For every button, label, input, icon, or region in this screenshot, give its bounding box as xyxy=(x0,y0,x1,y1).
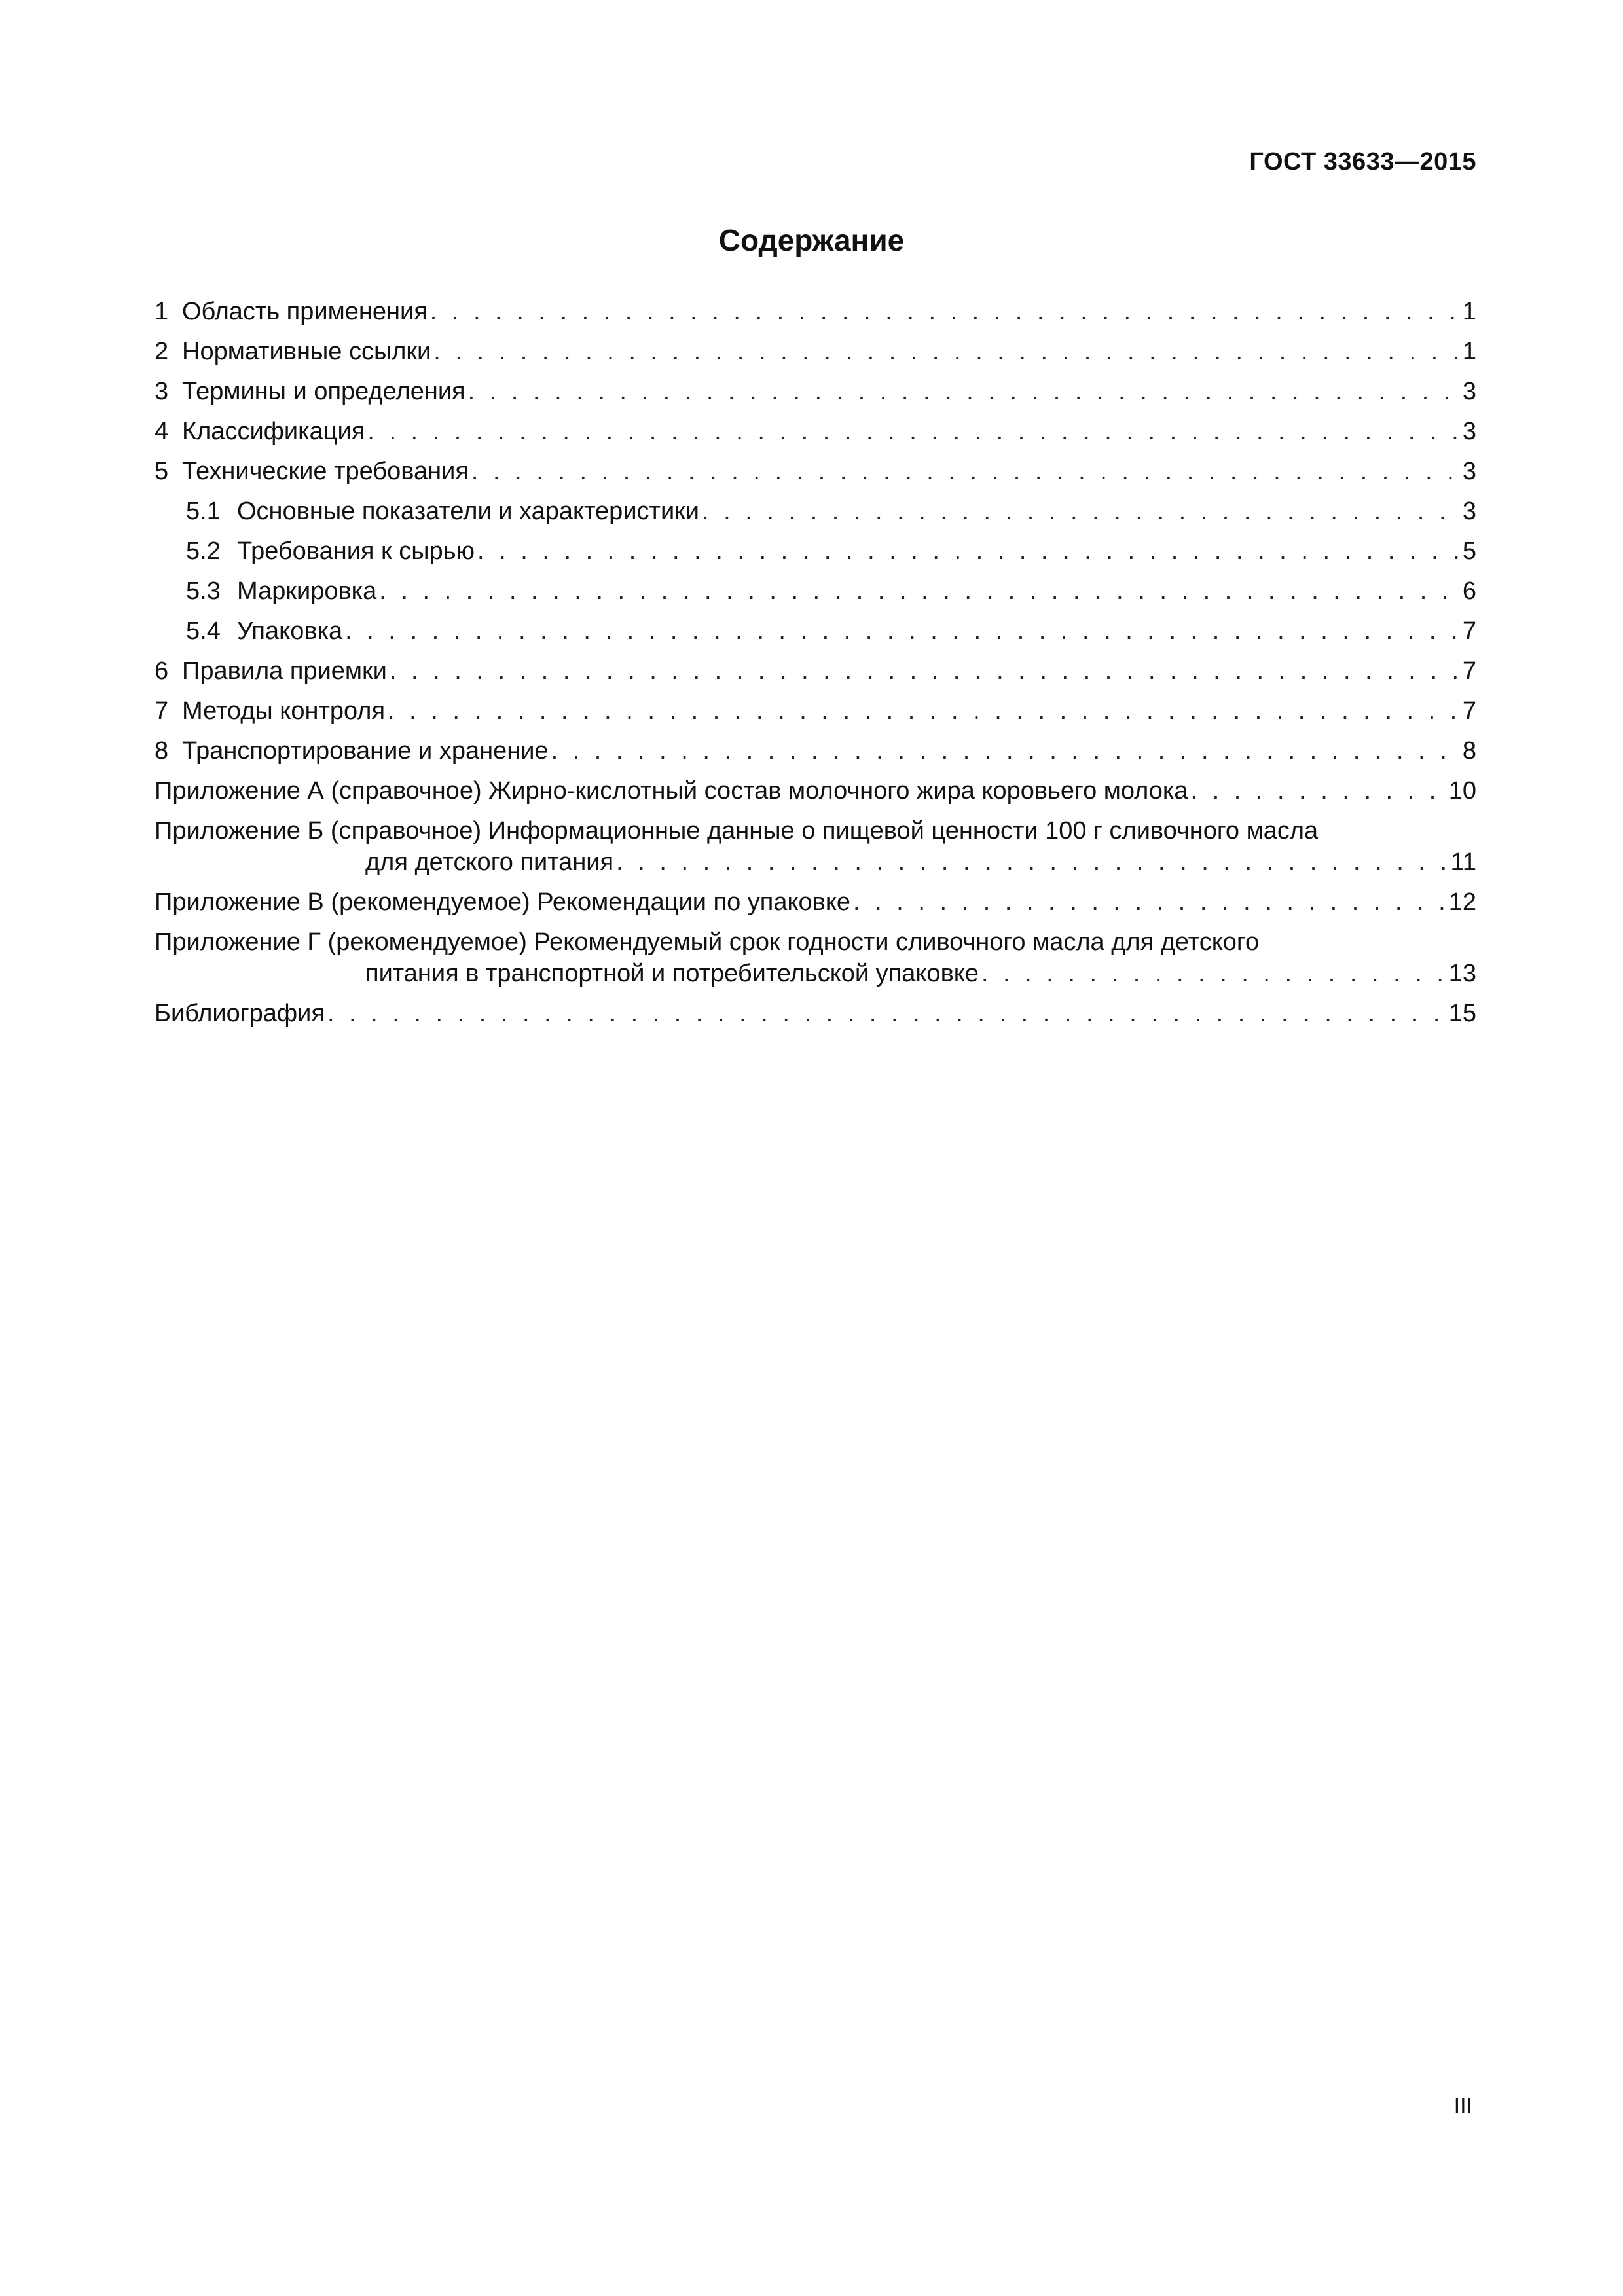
toc-page: 10 xyxy=(1448,777,1476,805)
toc-label: Классификация xyxy=(182,418,365,445)
toc-label: Основные показатели и характеристики xyxy=(237,498,700,525)
toc-leader-dots xyxy=(699,496,1463,527)
toc-number: 5.3 xyxy=(186,577,221,605)
toc-entry-5-2[interactable] xyxy=(155,536,1476,567)
toc-label: Транспортирование и хранение xyxy=(182,737,549,765)
appendix-prefix: Приложение Б (справочное) xyxy=(155,817,482,845)
toc-entry-1[interactable] xyxy=(155,296,1476,327)
appendix-prefix: Приложение Г (рекомендуемое) xyxy=(155,928,527,956)
toc-leader-dots xyxy=(325,998,1449,1029)
toc-page: 3 xyxy=(1462,498,1476,525)
toc-page: 5 xyxy=(1462,538,1476,565)
toc-page: 1 xyxy=(1462,338,1476,365)
toc-number: 4 xyxy=(155,418,169,445)
toc-page: 1 xyxy=(1462,298,1476,325)
toc-entry-5-1[interactable] xyxy=(155,496,1476,527)
toc-leader-dots xyxy=(549,735,1463,767)
appendix-title: Информационные данные о пищевой ценности 100 г сливочного масла xyxy=(488,817,1319,845)
toc-number: 5.4 xyxy=(186,617,221,645)
toc-number: 5.2 xyxy=(186,538,221,565)
toc-entry-8[interactable] xyxy=(155,735,1476,767)
toc-page: 7 xyxy=(1462,617,1476,645)
appendix-prefix: Приложение А (справочное) xyxy=(155,777,482,805)
toc-number: 6 xyxy=(155,657,169,685)
toc-page: 13 xyxy=(1448,960,1476,987)
toc-leader-dots xyxy=(376,575,1463,607)
toc-page: 15 xyxy=(1448,1000,1476,1027)
toc-leader-dots xyxy=(365,416,1463,447)
toc-label: Технические требования xyxy=(182,458,469,485)
toc-entry-4[interactable] xyxy=(155,416,1476,447)
toc-leader-dots xyxy=(469,456,1463,487)
toc-page: 3 xyxy=(1462,418,1476,445)
appendix-title: Рекомендуемый срок годности сливочного масла для детского xyxy=(534,928,1260,956)
toc-leader-dots xyxy=(979,958,1449,989)
toc-label: Нормативные ссылки xyxy=(182,338,431,365)
toc-page: 3 xyxy=(1462,458,1476,485)
toc-appendix-a[interactable] xyxy=(155,775,1476,807)
toc-entry-3[interactable] xyxy=(155,376,1476,407)
toc-number: 1 xyxy=(155,298,169,325)
toc-leader-dots xyxy=(342,615,1463,647)
toc-label: Маркировка xyxy=(237,577,377,605)
toc-leader-dots xyxy=(850,886,1449,918)
toc-entry-5[interactable] xyxy=(155,456,1476,487)
toc-appendix-g[interactable] xyxy=(155,926,1476,989)
toc-entry-2[interactable] xyxy=(155,336,1476,367)
toc-bibliography[interactable] xyxy=(155,998,1476,1029)
appendix-title: Рекомендации по упаковке xyxy=(537,888,851,916)
toc-leader-dots xyxy=(475,536,1463,567)
toc-number: 8 xyxy=(155,737,169,765)
toc-label: Термины и определения xyxy=(182,378,465,405)
toc-appendix-v[interactable] xyxy=(155,886,1476,918)
toc-page: 3 xyxy=(1462,378,1476,405)
toc-leader-dots xyxy=(385,695,1463,727)
toc-leader-dots xyxy=(1188,775,1449,807)
toc-page: 12 xyxy=(1448,888,1476,916)
toc-entry-6[interactable] xyxy=(155,655,1476,687)
toc-page: 6 xyxy=(1462,577,1476,605)
toc-leader-dots xyxy=(387,655,1463,687)
toc-number: 7 xyxy=(155,697,169,725)
toc-number: 5 xyxy=(155,458,169,485)
toc-label: Требования к сырью xyxy=(237,538,475,565)
toc-number: 3 xyxy=(155,378,169,405)
toc-page: 8 xyxy=(1462,737,1476,765)
toc-label: Методы контроля xyxy=(182,697,386,725)
toc-leader-dots xyxy=(613,847,1450,878)
toc-number: 5.1 xyxy=(186,498,221,525)
appendix-title: Жирно-кислотный состав молочного жира коровьего молока xyxy=(488,777,1188,805)
toc-appendix-b[interactable] xyxy=(155,815,1476,878)
toc-page: 11 xyxy=(1450,848,1476,876)
page-title: Содержание xyxy=(718,223,905,257)
toc-label: Правила приемки xyxy=(182,657,387,685)
toc-entry-5-4[interactable] xyxy=(155,615,1476,647)
appendix-title-continued: питания в транспортной и потребительской упаковке xyxy=(365,960,979,987)
appendix-prefix: Приложение В (рекомендуемое) xyxy=(155,888,530,916)
toc-label: Библиография xyxy=(155,1000,325,1027)
document-code: ГОСТ 33633—2015 xyxy=(1249,148,1476,175)
toc-page: 7 xyxy=(1462,697,1476,725)
table-of-contents xyxy=(155,296,1476,1038)
toc-page: 7 xyxy=(1462,657,1476,685)
toc-entry-5-3[interactable] xyxy=(155,575,1476,607)
toc-number: 2 xyxy=(155,338,169,365)
toc-leader-dots xyxy=(428,296,1463,327)
toc-leader-dots xyxy=(465,376,1463,407)
toc-label: Область применения xyxy=(182,298,428,325)
toc-entry-7[interactable] xyxy=(155,695,1476,727)
page-number: III xyxy=(1453,2094,1472,2119)
appendix-title-continued: для детского питания xyxy=(365,848,614,876)
toc-leader-dots xyxy=(431,336,1463,367)
toc-label: Упаковка xyxy=(237,617,343,645)
